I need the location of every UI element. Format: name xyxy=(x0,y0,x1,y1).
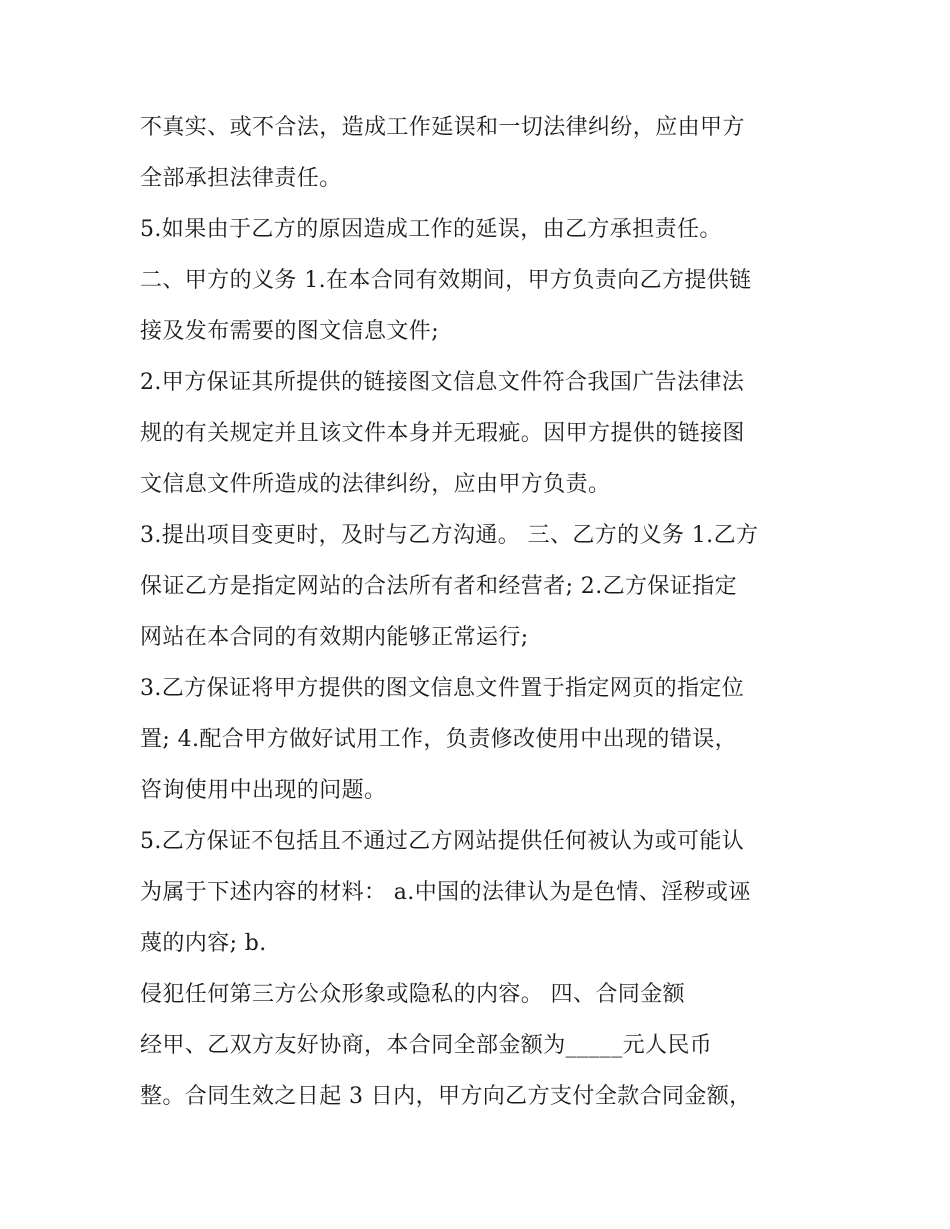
text-line: 蔑的内容; b. xyxy=(140,931,267,956)
document-body xyxy=(140,102,830,1122)
text-line: 全部承担法律责任。 xyxy=(140,166,342,191)
text-line: 5.如果由于乙方的原因造成工作的延误，由乙方承担责任。 xyxy=(140,217,722,242)
text-line: 3.乙方保证将甲方提供的图文信息文件置于指定网页的指定位 xyxy=(140,676,745,701)
text-line: 不真实、或不合法，造成工作延误和一切法律纠纷，应由甲方 xyxy=(140,115,745,140)
text-line: 为属于下述内容的材料： a.中国的法律认为是色情、淫秽或诬 xyxy=(140,880,751,905)
text-line: 侵犯任何第三方公众形象或隐私的内容。 四、合同金额 xyxy=(140,982,685,1007)
text-line: 文信息文件所造成的法律纠纷，应由甲方负责。 xyxy=(140,472,611,497)
text-line: 3.提出项目变更时，及时与乙方沟通。 三、乙方的义务 1.乙方 xyxy=(140,523,759,548)
text-line: 网站在本合同的有效期内能够正常运行; xyxy=(140,625,529,650)
text-line: 规的有关规定并且该文件本身并无瑕疵。因甲方提供的链接图 xyxy=(140,421,745,446)
text-line: 保证乙方是指定网站的合法所有者和经营者; 2.乙方保证指定 xyxy=(140,574,737,599)
text-line: 置; 4.配合甲方做好试用工作，负责修改使用中出现的错误， xyxy=(140,727,737,752)
text-line: 经甲、乙双方友好协商，本合同全部金额为_____元人民币 xyxy=(140,1033,713,1058)
text-line: 整。合同生效之日起 3 日内，甲方向乙方支付全款合同金额， xyxy=(140,1084,752,1109)
text-line: 5.乙方保证不包括且不通过乙方网站提供任何被认为或可能认 xyxy=(140,829,745,854)
text-line: 二、甲方的义务 1.在本合同有效期间，甲方负责向乙方提供链 xyxy=(140,268,752,293)
text-line: 咨询使用中出现的问题。 xyxy=(140,778,387,803)
text-line: 接及发布需要的图文信息文件; xyxy=(140,319,440,344)
text-line: 2.甲方保证其所提供的链接图文信息文件符合我国广告法律法 xyxy=(140,370,745,395)
